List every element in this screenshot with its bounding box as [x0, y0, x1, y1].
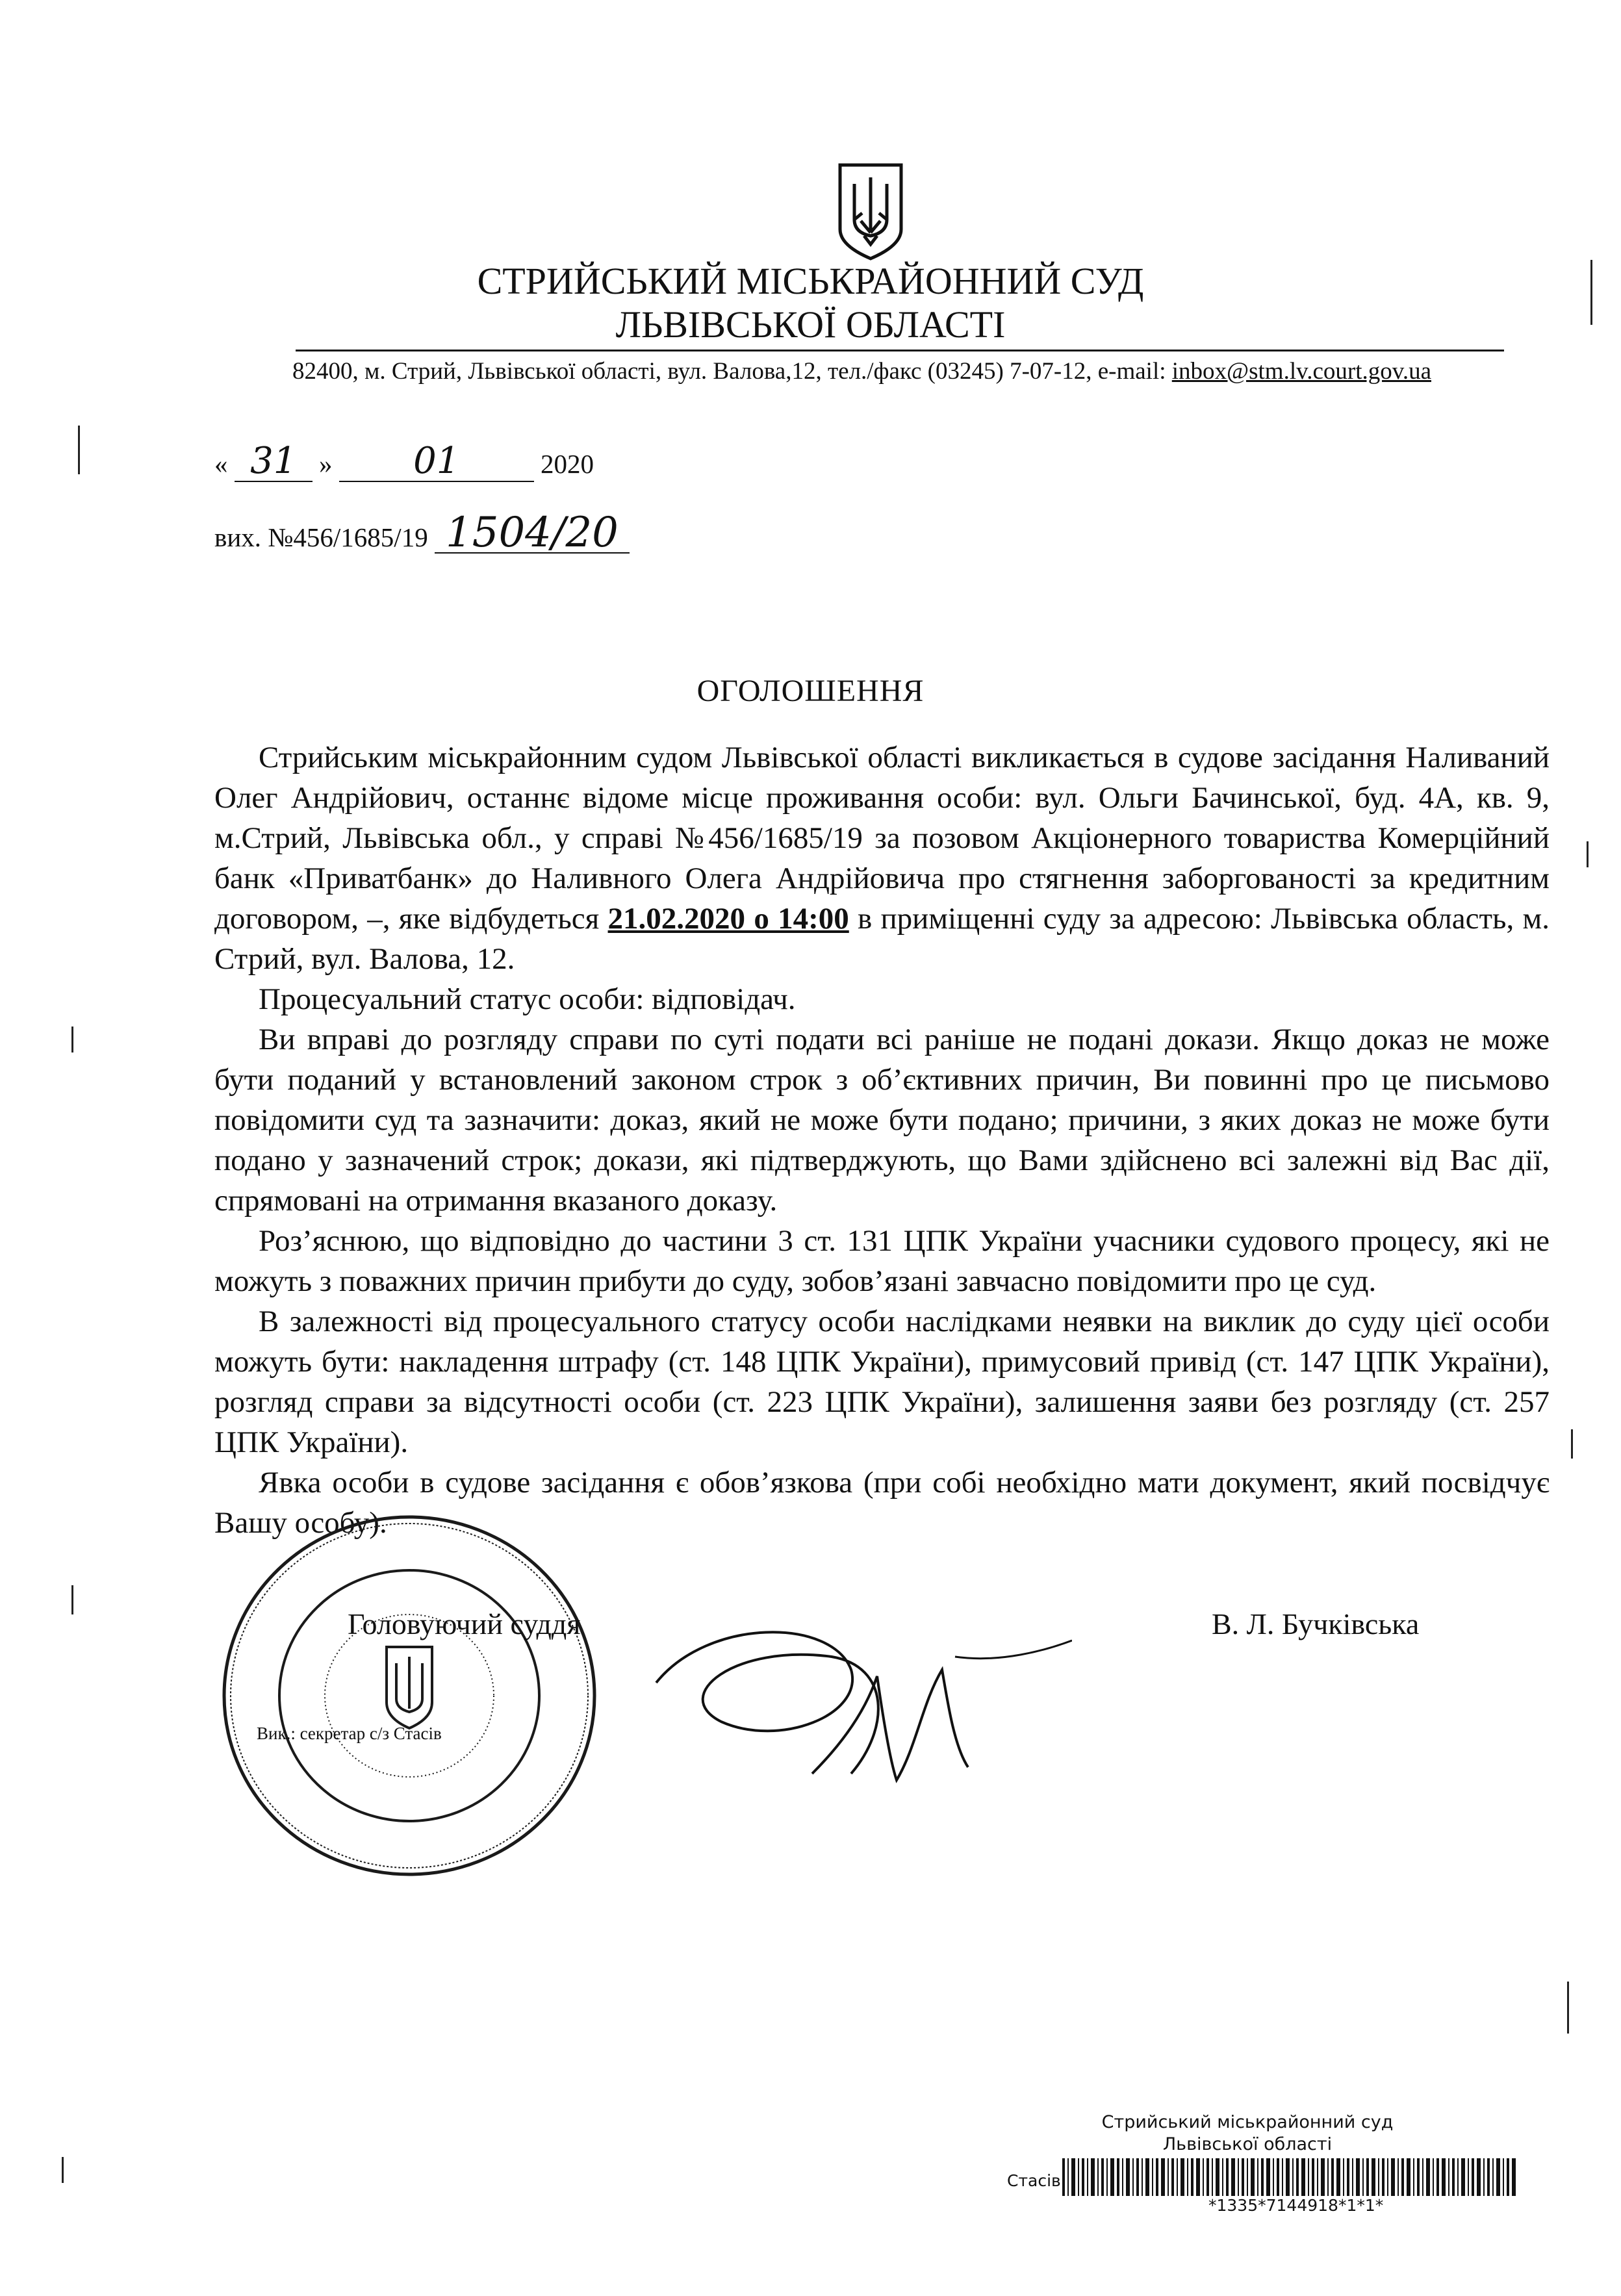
paragraph-summons — [214, 737, 1550, 979]
paragraph-explanation: Роз’яснюю, що відповідно до частини 3 ст. 131 ЦПК України учасники судового процесу, які не можуть з поважних причин прибути до суду, зобов’язані завчасно повідомити про це суд. — [214, 1224, 1550, 1298]
notice-body — [214, 737, 1550, 1543]
footer-court-name: Стрийський міськрайонний суд — [1101, 2112, 1394, 2132]
footer-clerk-label: Стасів — [1007, 2171, 1061, 2190]
footer-court-region: Львівської області — [1162, 2134, 1333, 2154]
judge-signature — [617, 1579, 1072, 1839]
date-open-quote: « — [214, 449, 228, 479]
document-date — [214, 442, 594, 483]
scan-mark — [71, 1585, 73, 1614]
scan-mark — [1590, 260, 1592, 325]
scan-mark — [62, 2157, 64, 2183]
address-text: 82400, м. Стрий, Львівської області, вул. Валова,12, тел./факс (03245) 7-07-12, e-mail: — [292, 358, 1172, 385]
court-address — [292, 356, 1431, 387]
court-seal — [214, 1507, 604, 1884]
paragraph-status: Процесуальний статус особи: відповідач. — [259, 982, 796, 1016]
hearing-datetime: 21.02.2020 о 14:00 — [607, 902, 849, 936]
scan-mark — [78, 426, 80, 474]
scan-mark — [1587, 841, 1589, 867]
date-year: 2020 — [541, 449, 594, 479]
scan-mark — [1567, 1982, 1569, 2034]
date-close-quote: » — [319, 449, 333, 479]
barcode-number: *1335*7144918*1*1* — [1208, 2196, 1384, 2215]
executor-note: Вик.: секретар с/з Стасів — [257, 1724, 442, 1743]
barcode-icon — [1062, 2158, 1517, 2199]
outgoing-reference — [214, 509, 630, 557]
paragraph-evidence: Ви вправі до розгляду справи по суті подати всі раніше не подані докази. Якщо доказ не може бути поданий у встановлений законом строк з об’єктивних причин, Ви повинні про це письмово повідомити суд та зазначити: доказ, який не може бути подано; причини, з яких доказ не може бути подано у зазначений строк; докази, які підтверджують, що Вами здійснено всі залежні від Вас дії, спрямовані на отримання вказаного доказу. — [214, 1023, 1550, 1218]
court-region: ЛЬВІВСЬКОЇ ОБЛАСТІ — [615, 303, 1006, 346]
court-name: СТРИЙСЬКИЙ МІСЬКРАЙОННИЙ СУД — [477, 260, 1144, 302]
scan-mark — [71, 1027, 73, 1052]
date-month: 01 — [339, 442, 534, 482]
coat-of-arms-icon — [835, 161, 906, 262]
paragraph-attendance: Явка особи в судове засідання є обов’язкова (при собі необхідно мати документ, який посвідчує Вашу особу). — [214, 1466, 1550, 1540]
reference-label: вих. №456/1685/19 — [214, 522, 428, 552]
signatory-role: Головуючий суддя — [348, 1607, 581, 1640]
registration-footer — [955, 2111, 1540, 2215]
summons-text-end: в приміщенні суду за адресою: Львівська область, м. Стрий, вул. Валова, 12. — [214, 902, 1550, 976]
signatory-name: В. Л. Бучківська — [1212, 1607, 1420, 1640]
paragraph-consequences: В залежності від процесуального статусу особи наслідками неявки на виклик до суду цієї особи можуть бути: накладення штрафу (ст. 148 ЦПК України), примусовий привід (ст. 147 ЦПК України), розгляд справи за відсутності особи (ст. 223 ЦПК України), залишення заяви без розгляду (ст. 257 ЦПК України). — [214, 1305, 1550, 1459]
reference-number: 1504/20 — [435, 513, 630, 554]
header-divider — [296, 350, 1504, 351]
email-link[interactable]: inbox@stm.lv.court.gov.ua — [1171, 358, 1431, 385]
footer-barcode-row — [955, 2158, 1540, 2215]
scan-mark — [1571, 1429, 1573, 1459]
summons-text-start: Стрийським міськрайонним судом Львівської області викликається в судове засідання Наливаний Олег Андрійович, останнє відоме місце проживання особи: вул. Ольги Бачинської, буд. 4А, кв. 9, м.Стрий, Львівська обл., у справі №456/1685/19 за позовом Акціонерного товариства Комерційний банк «Приватбанк» до Наливного Олега Андрійовича про стягнення заборгованості за кредитним договором, –, яке відбудеться — [214, 741, 1550, 936]
date-day: 31 — [235, 442, 313, 482]
document-title: ОГОЛОШЕННЯ — [696, 674, 925, 708]
